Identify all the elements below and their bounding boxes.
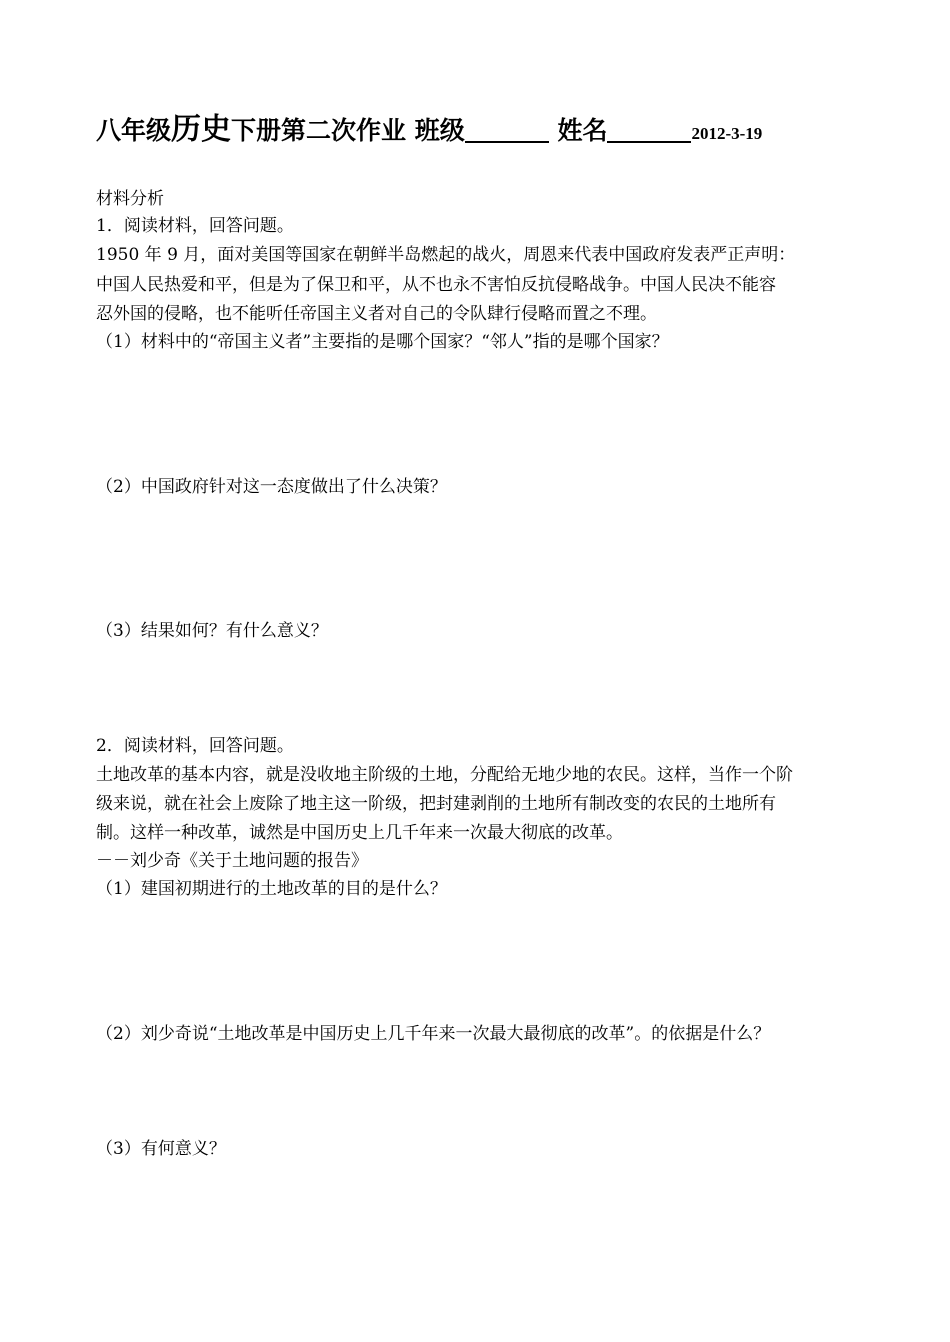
question2-sub1: （1）建国初期进行的土地改革的目的是什么？ — [96, 879, 447, 899]
question1-heading: 1．阅读材料，回答问题。 — [96, 216, 294, 236]
name-blank — [607, 113, 691, 143]
title-grade: 八年级 — [96, 116, 172, 145]
question2-sub3: （3）有何意义？ — [96, 1139, 226, 1159]
title-assignment-class: 下册第二次作业 班级 — [231, 116, 465, 145]
section-title: 材料分析 — [96, 189, 164, 209]
class-blank — [465, 113, 549, 143]
question2-source: －－刘少奇《关于土地问题的报告》 — [96, 851, 368, 871]
question2-sub2: （2）刘少奇说“土地改革是中国历史上几千年来一次最大最彻底的改革”。的依据是什么？ — [96, 1024, 771, 1044]
title-date: 2012-3-19 — [691, 124, 763, 143]
worksheet-title — [96, 110, 762, 154]
title-name-label: 姓名 — [548, 116, 608, 145]
question2-material-line3: 制。这样一种改革，诚然是中国历史上几千年来一次最大彻底的改革。 — [96, 823, 623, 843]
title-subject: 历史 — [171, 112, 232, 147]
question1-sub3: （3）结果如何？有什么意义？ — [96, 621, 328, 641]
question2-material-line1: 土地改革的基本内容，就是没收地主阶级的土地，分配给无地少地的农民。这样，当作一个阶 — [96, 765, 793, 785]
question2-material-line2: 级来说，就在社会上废除了地主这一阶级，把封建剥削的土地所有制改变的农民的土地所有 — [96, 794, 776, 814]
question1-material-line1: 1950 年 9 月，面对美国等国家在朝鲜半岛燃起的战火，周恩来代表中国政府发表严正声明： — [96, 245, 796, 265]
question1-material-line2: 中国人民热爱和平，但是为了保卫和平，从不也永不害怕反抗侵略战争。中国人民决不能容 — [96, 275, 776, 295]
question1-material-line3: 忍外国的侵略，也不能听任帝国主义者对自己的令队肆行侵略而置之不理。 — [96, 304, 657, 324]
question1-sub2: （2）中国政府针对这一态度做出了什么决策？ — [96, 477, 447, 497]
question2-heading: 2．阅读材料，回答问题。 — [96, 736, 294, 756]
question1-sub1: （1）材料中的“帝国主义者”主要指的是哪个国家？“邻人”指的是哪个国家？ — [96, 332, 669, 352]
